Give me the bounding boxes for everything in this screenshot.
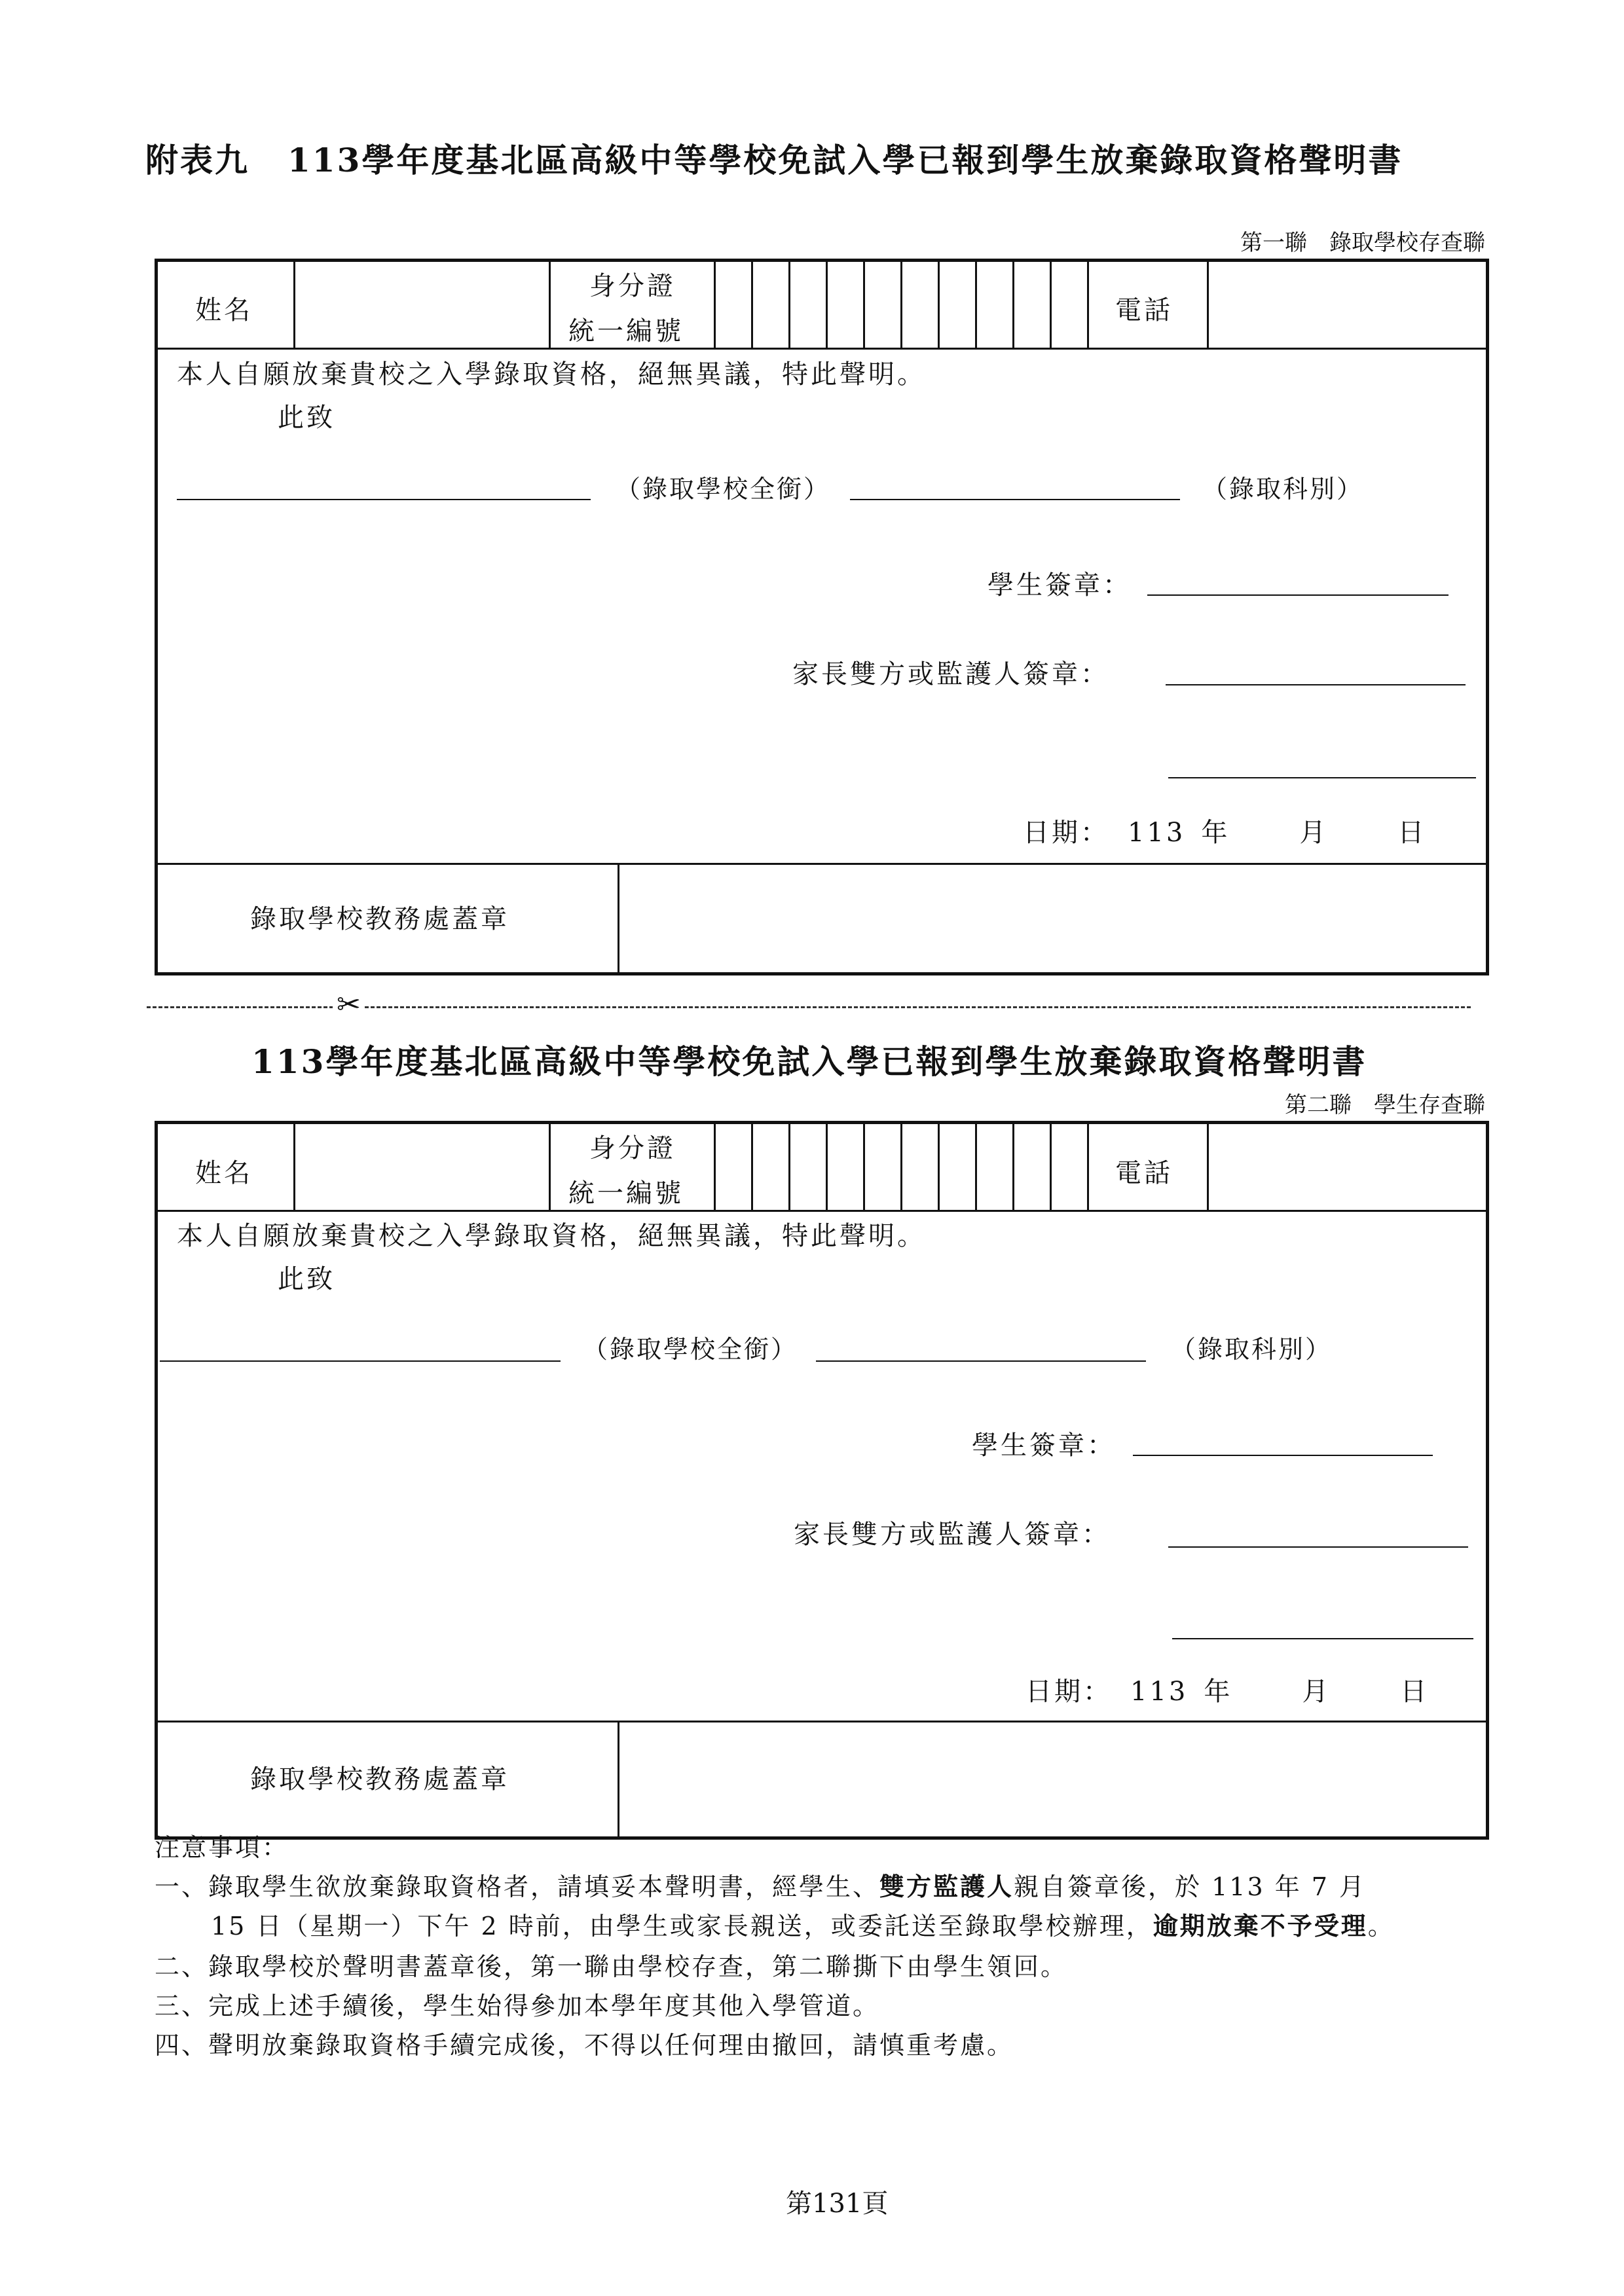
copy2-id-box	[788, 1122, 790, 1210]
copy1-school-label: （錄取學校全銜）	[616, 475, 831, 503]
copy1-day-unit: 日	[1397, 818, 1427, 848]
copy2-date-label: 日期：	[1025, 1677, 1112, 1707]
notes-item-3: 三、完成上述手續後，學生始得參加本學年度其他入學管道。	[155, 1992, 880, 2020]
copy1-header-divider	[156, 348, 1488, 350]
copy1-id-box	[751, 260, 753, 348]
copy2-stamp-field[interactable]	[621, 1724, 1485, 1835]
copy1-id-box	[938, 260, 940, 348]
copy1-id-label-line2: 統一編號	[568, 316, 684, 346]
copy2-phone-label: 電話	[1115, 1158, 1173, 1188]
notes-item-1	[155, 1867, 1366, 1906]
copy2-dept-line[interactable]	[816, 1360, 1146, 1362]
copy1-date	[1023, 812, 1426, 849]
notes-item-1-deadline: 逾期放棄不予受理	[1153, 1911, 1368, 1941]
copy1-date-year: 113	[1128, 818, 1186, 848]
copy2-id-box	[751, 1122, 753, 1210]
notes-item-1-a: 一、錄取學生欲放棄錄取資格者，請填妥本聲明書，經學生、	[155, 1872, 880, 1901]
copy2-title: 113學年度基北區高級中等學校免試入學已報到學生放棄錄取資格聲明書	[251, 1042, 1367, 1081]
title-prefix: 附表九	[145, 141, 249, 179]
notes-item-1-c: 親自簽章後，於 113 年 7 月	[1014, 1872, 1367, 1901]
copy2-id-box	[863, 1122, 865, 1210]
notes-item-1-cont	[211, 1906, 1395, 1946]
copy1-stamp-divider	[156, 863, 1488, 865]
copy2-header-divider	[156, 1210, 1488, 1212]
copy1-salutation: 此致	[278, 403, 335, 433]
copy2-id-box	[900, 1122, 902, 1210]
notes-item-1-d: 15 日（星期一）下午 2 時前，由學生或家長親送，或委託送至錄取學校辦理，	[211, 1912, 1153, 1941]
copy1-col-divider	[1087, 260, 1089, 348]
copy1-id-box	[863, 260, 865, 348]
copy2-date	[1025, 1671, 1429, 1708]
notes-item-4: 四、聲明放棄錄取資格手續完成後，不得以任何理由撤回，請慎重考慮。	[155, 2031, 1014, 2060]
copy2-school-line[interactable]	[160, 1360, 561, 1362]
copy2-guardian-sign-line1[interactable]	[1168, 1546, 1468, 1548]
copy2-id-box	[975, 1122, 977, 1210]
copy2-stamp-divider	[156, 1721, 1488, 1722]
copy1-id-box	[975, 260, 977, 348]
copy1-phone-field[interactable]	[1210, 263, 1485, 344]
document-title	[145, 134, 1403, 181]
copy2-id-label-line2: 統一編號	[568, 1178, 684, 1209]
copy2-label: 第二聯 學生存查聯	[1285, 1092, 1485, 1118]
copy1-col-divider	[1207, 260, 1209, 348]
page-number: 第131頁	[786, 2189, 889, 2219]
copy1-id-box	[714, 260, 716, 348]
notes-item-1-f: 。	[1367, 1912, 1395, 1941]
copy2-year-unit: 年	[1204, 1677, 1233, 1707]
copy2-declaration: 本人自願放棄貴校之入學錄取資格，絕無異議，特此聲明。	[177, 1221, 926, 1251]
copy2-id-box	[1050, 1122, 1052, 1210]
copy2-id-box	[938, 1122, 940, 1210]
copy1-date-label: 日期：	[1023, 818, 1109, 848]
copy2-student-sign-line[interactable]	[1133, 1455, 1433, 1456]
copy1-label: 第一聯 錄取學校存查聯	[1240, 230, 1485, 256]
copy1-stamp-label: 錄取學校教務處蓋章	[250, 904, 509, 934]
copy2-name-field[interactable]	[296, 1125, 546, 1207]
copy1-dept-line[interactable]	[850, 499, 1180, 500]
copy2-stamp-col-divider	[618, 1721, 619, 1838]
copy2-name-label: 姓名	[195, 1158, 253, 1188]
copy1-declaration: 本人自願放棄貴校之入學錄取資格，絕無異議，特此聲明。	[177, 359, 926, 390]
copy2-col-divider	[1087, 1122, 1089, 1210]
copy1-stamp-field[interactable]	[621, 866, 1485, 971]
copy1-id-box	[900, 260, 902, 348]
copy1-col-divider	[293, 260, 295, 348]
copy1-stamp-col-divider	[618, 863, 619, 974]
copy2-col-divider	[549, 1122, 551, 1210]
copy2-guardian-sign-line2[interactable]	[1172, 1638, 1473, 1639]
copy1-col-divider	[549, 260, 551, 348]
copy2-id-box	[714, 1122, 716, 1210]
copy1-id-box	[1050, 260, 1052, 348]
copy1-id-box	[1012, 260, 1014, 348]
copy2-col-divider	[1207, 1122, 1209, 1210]
copy2-student-sign-label: 學生簽章：	[972, 1430, 1116, 1461]
copy2-date-year: 113	[1130, 1677, 1189, 1707]
notes-item-2: 二、錄取學校於聲明書蓋章後，第一聯由學校存查，第二聯撕下由學生領回。	[155, 1952, 1068, 1981]
copy2-phone-field[interactable]	[1210, 1125, 1485, 1207]
copy1-name-field[interactable]	[296, 275, 427, 329]
copy2-guardian-sign-label: 家長雙方或監護人簽章：	[794, 1520, 1111, 1550]
copy1-year-unit: 年	[1201, 818, 1230, 848]
copy2-day-unit: 日	[1400, 1677, 1430, 1707]
scissors-icon: ✂	[333, 989, 365, 1021]
copy2-id-box	[826, 1122, 828, 1210]
notes-item-1-emph: 雙方監護人	[879, 1872, 1014, 1901]
copy1-id-label-line1: 身分證	[589, 271, 676, 301]
copy1-dept-label: （錄取科別）	[1202, 475, 1364, 503]
copy1-guardian-sign-line2[interactable]	[1168, 777, 1476, 778]
copy2-month-unit: 月	[1302, 1677, 1331, 1707]
copy2-col-divider	[293, 1122, 295, 1210]
copy2-salutation: 此致	[278, 1264, 335, 1294]
copy1-phone-label: 電話	[1115, 295, 1173, 325]
copy1-guardian-sign-line1[interactable]	[1166, 684, 1466, 685]
copy1-school-line[interactable]	[177, 499, 591, 500]
copy2-id-label-line1: 身分證	[589, 1133, 676, 1163]
notes-heading: 注意事項：	[155, 1833, 289, 1862]
copy2-id-box	[1012, 1122, 1014, 1210]
copy2-stamp-label: 錄取學校教務處蓋章	[250, 1764, 509, 1795]
copy1-guardian-sign-label: 家長雙方或監護人簽章：	[792, 659, 1109, 689]
title-text: 113學年度基北區高級中等學校免試入學已報到學生放棄錄取資格聲明書	[287, 141, 1403, 179]
copy1-id-box	[826, 260, 828, 348]
copy1-student-sign-label: 學生簽章：	[987, 570, 1132, 600]
copy2-dept-label: （錄取科別）	[1171, 1335, 1333, 1364]
copy1-id-box	[788, 260, 790, 348]
copy1-name-label: 姓名	[195, 295, 253, 325]
copy1-student-sign-line[interactable]	[1147, 594, 1449, 596]
copy2-school-label: （錄取學校全銜）	[583, 1335, 798, 1364]
copy1-month-unit: 月	[1299, 818, 1329, 848]
